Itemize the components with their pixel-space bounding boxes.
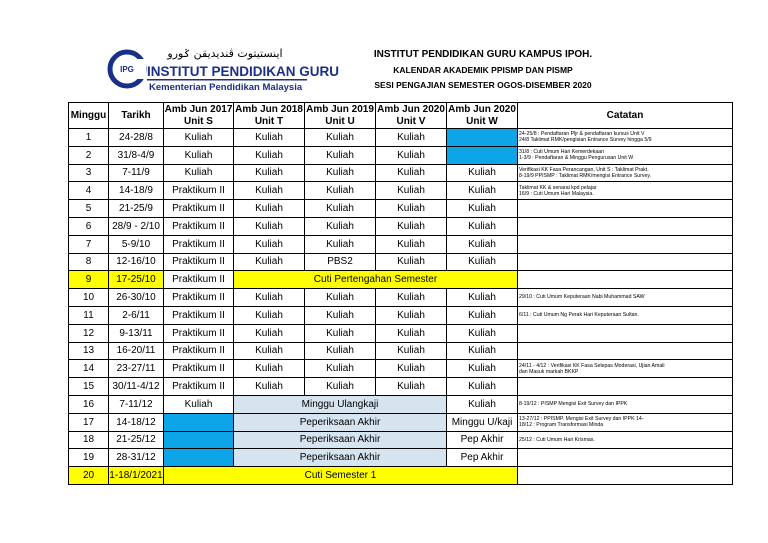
final-exam-cell: Peperiksaan Akhir [234, 449, 447, 467]
notes-cell [518, 235, 733, 253]
unit-s-cell: Praktikum II [164, 235, 234, 253]
unit-u-cell: Kuliah [305, 324, 376, 342]
document-subtitle: KALENDAR AKADEMIK PPISMP DAN PISMP [393, 65, 573, 75]
unit-v-cell: Kuliah [376, 306, 447, 324]
date-cell: 14-18/9 [109, 182, 164, 200]
notes-cell [518, 360, 733, 378]
unit-s-cell: Praktikum II [164, 324, 234, 342]
unit-s-cell: Praktikum II [164, 217, 234, 235]
date-cell: 7-11/12 [109, 395, 164, 413]
unit-v-cell: Kuliah [376, 342, 447, 360]
table-row [69, 467, 733, 485]
header-unit-w-line2: Unit W [466, 115, 498, 127]
note-line: 1-3/9 : Pendaftaran & Minggu Pengurusan Unit W [519, 155, 634, 162]
notes-cell [518, 467, 733, 485]
note-line: 13-27/12 : PPISMP. Mengisi Exit Survey dan IPPK 14- [519, 415, 644, 422]
table-row [69, 360, 733, 378]
header-unit-v-line2: Unit V [396, 115, 426, 127]
unit-u-cell: Kuliah [305, 360, 376, 378]
unit-v-cell: Kuliah [376, 253, 447, 271]
date-cell: 9-13/11 [109, 324, 164, 342]
unit-t-cell: Kuliah [234, 217, 305, 235]
week-number-cell: 9 [69, 271, 109, 289]
header-unit-s-line2: Unit S [184, 115, 213, 127]
notes-cell [518, 413, 733, 431]
unit-s-cell: Praktikum II [164, 253, 234, 271]
header-unit-u-line1: Amb Jun 2019 [306, 103, 374, 115]
week-number-cell: 3 [69, 164, 109, 182]
date-cell: 21-25/9 [109, 200, 164, 218]
header-unit-s-line1: Amb Jun 2017 [164, 103, 233, 115]
table-row [69, 431, 733, 449]
unit-v-cell: Kuliah [376, 360, 447, 378]
unit-v-cell: Kuliah [376, 378, 447, 396]
date-cell: 17-25/10 [109, 271, 164, 289]
logo-sub: Kementerian Pendidikan Malaysia [149, 82, 303, 93]
unit-s-cell: Praktikum II [164, 271, 234, 289]
note-line: 24-25/8 : Pendaftaran Pljr & pendaftaran kursus Unit V [519, 131, 645, 138]
week-number-cell: 13 [69, 342, 109, 360]
ipg-logo [107, 45, 339, 93]
table-row [69, 395, 733, 413]
unit-s-cell: Praktikum II [164, 306, 234, 324]
final-exam-cell: Peperiksaan Akhir [234, 431, 447, 449]
note-line: 6/11 : Cuti Umum Ng Perak Hari Keputeraan Sultan. [519, 312, 639, 319]
unit-u-cell: Kuliah [305, 217, 376, 235]
date-cell: 21-25/12 [109, 431, 164, 449]
date-cell: 23-27/11 [109, 360, 164, 378]
unit-t-cell: Kuliah [234, 324, 305, 342]
table-row [69, 146, 733, 164]
unit-w-cell: Kuliah [447, 324, 518, 342]
date-cell: 14-18/12 [109, 413, 164, 431]
table-row [69, 129, 733, 147]
unit-w-cell: Kuliah [447, 164, 518, 182]
unit-t-cell: Kuliah [234, 253, 305, 271]
unit-v-cell: Kuliah [376, 235, 447, 253]
date-cell: 2-6/11 [109, 306, 164, 324]
table-row [69, 253, 733, 271]
unit-v-cell: Kuliah [376, 200, 447, 218]
date-cell: 24-28/8 [109, 129, 164, 147]
logo-name: INSTITUT PENDIDIKAN GURU [147, 64, 339, 79]
unit-u-cell: Kuliah [305, 289, 376, 307]
exam-marker-cell [164, 431, 234, 449]
notes-cell [518, 200, 733, 218]
unit-t-cell: Kuliah [234, 146, 305, 164]
logo-arabic-text: اينستيتوت ڤنديديقن ݢورو [167, 47, 283, 60]
week-number-cell: 20 [69, 467, 109, 485]
week-number-cell: 5 [69, 200, 109, 218]
note-line: 8-19/9 PPISMP : Taklimat RMK/mengisi Entrance Survey. [519, 172, 652, 179]
date-cell: 31/8-4/9 [109, 146, 164, 164]
exam-marker-cell [164, 413, 234, 431]
note-line: 16/9 : Cuti Umum Hari Malaysia. [519, 190, 594, 197]
table-row [69, 164, 733, 182]
unit-w-cell: Pep Akhir [447, 431, 518, 449]
table-row [69, 449, 733, 467]
table-row [69, 324, 733, 342]
header-minggu: Minggu [69, 103, 109, 129]
unit-w-cell: Kuliah [447, 200, 518, 218]
note-line: 18/12 : Program Transformasi Minda [519, 422, 604, 429]
notes-cell [518, 253, 733, 271]
week-number-cell: 15 [69, 378, 109, 396]
unit-v-cell: Kuliah [376, 129, 447, 147]
revision-week-cell: Minggu Ulangkaji [234, 395, 447, 413]
unit-u-cell: Kuliah [305, 200, 376, 218]
document-title: INSTITUT PENDIDIKAN GURU KAMPUS IPOH. [373, 49, 593, 60]
week-number-cell: 18 [69, 431, 109, 449]
week-number-cell: 6 [69, 217, 109, 235]
note-line: 31/8 : Cuti Umum Hari Kemerdekaan [519, 148, 605, 155]
notes-cell [518, 217, 733, 235]
header-unit-v-line1: Amb Jun 2020 [377, 103, 445, 115]
date-cell: 1-18/1/2021 [109, 467, 164, 485]
unit-u-cell: Kuliah [305, 342, 376, 360]
notes-cell [518, 182, 733, 200]
unit-t-cell: Kuliah [234, 200, 305, 218]
unit-v-cell: Kuliah [376, 289, 447, 307]
unit-t-cell: Kuliah [234, 342, 305, 360]
date-cell: 28/9 - 2/10 [109, 217, 164, 235]
academic-calendar-table [68, 102, 733, 485]
notes-cell [518, 306, 733, 324]
notes-cell [518, 146, 733, 164]
note-line: 29/10 : Cuti Umum Keputeraan Nabi Muhammad SAW [519, 294, 645, 301]
notes-cell [518, 449, 733, 467]
note-line: 24/11 - 4/12 : Verifikasi KK Fasa Selepas Moderasi, Ujian Amali [519, 362, 665, 369]
date-cell: 5-9/10 [109, 235, 164, 253]
notes-cell [518, 129, 733, 147]
unit-v-cell: Kuliah [376, 182, 447, 200]
table-row [69, 182, 733, 200]
unit-t-cell: Kuliah [234, 129, 305, 147]
unit-u-cell: Kuliah [305, 146, 376, 164]
unit-u-cell: Kuliah [305, 182, 376, 200]
unit-w-cell: Kuliah [447, 360, 518, 378]
header-unit-t-line2: Unit T [254, 115, 284, 127]
unit-w-cell: Kuliah [447, 378, 518, 396]
unit-t-cell: Kuliah [234, 289, 305, 307]
note-line: 24/8 Taklimat RMK/pengisian Entrance Survey hingga 5/9 [519, 137, 652, 144]
unit-w-cell [447, 129, 518, 147]
notes-cell [518, 164, 733, 182]
unit-s-cell: Praktikum II [164, 360, 234, 378]
semester-break-cell: Cuti Semester 1 [164, 467, 518, 485]
exam-marker-cell [164, 449, 234, 467]
unit-v-cell: Kuliah [376, 217, 447, 235]
unit-w-cell: Kuliah [447, 253, 518, 271]
table-row [69, 413, 733, 431]
week-number-cell: 14 [69, 360, 109, 378]
unit-t-cell: Kuliah [234, 360, 305, 378]
unit-u-cell: Kuliah [305, 164, 376, 182]
notes-cell [518, 395, 733, 413]
header-unit-u-line2: Unit U [325, 115, 355, 127]
unit-s-cell: Praktikum II [164, 182, 234, 200]
week-number-cell: 10 [69, 289, 109, 307]
unit-v-cell: Kuliah [376, 146, 447, 164]
final-exam-cell: Peperiksaan Akhir [234, 413, 447, 431]
header-unit-t-line1: Amb Jun 2018 [235, 103, 303, 115]
header-unit-s [164, 103, 234, 129]
note-line: Taklimat KK & senarai kpd pelajar [519, 184, 597, 191]
table-row [69, 342, 733, 360]
unit-v-cell: Kuliah [376, 324, 447, 342]
unit-t-cell: Kuliah [234, 164, 305, 182]
header-unit-t [234, 103, 305, 129]
week-number-cell: 12 [69, 324, 109, 342]
notes-cell [518, 431, 733, 449]
notes-cell [518, 342, 733, 360]
notes-cell [518, 324, 733, 342]
week-number-cell: 4 [69, 182, 109, 200]
unit-u-cell: PBS2 [305, 253, 376, 271]
week-number-cell: 8 [69, 253, 109, 271]
unit-u-cell: Kuliah [305, 129, 376, 147]
unit-s-cell: Praktikum II [164, 378, 234, 396]
notes-cell [518, 378, 733, 396]
date-cell: 26-30/10 [109, 289, 164, 307]
unit-w-cell: Kuliah [447, 306, 518, 324]
table-row [69, 271, 733, 289]
table-row [69, 200, 733, 218]
unit-u-cell: Kuliah [305, 378, 376, 396]
unit-t-cell: Kuliah [234, 378, 305, 396]
date-cell: 30/11-4/12 [109, 378, 164, 396]
week-number-cell: 19 [69, 449, 109, 467]
session-title: SESI PENGAJIAN SEMESTER OGOS-DISEMBER 2020 [374, 80, 592, 90]
unit-w-cell: Pep Akhir [447, 449, 518, 467]
unit-s-cell: Kuliah [164, 164, 234, 182]
unit-s-cell: Kuliah [164, 146, 234, 164]
note-line: 25/12 : Cuti Umum Hari Krismas. [519, 436, 595, 443]
unit-s-cell: Kuliah [164, 395, 234, 413]
unit-s-cell: Praktikum II [164, 200, 234, 218]
unit-v-cell: Kuliah [376, 164, 447, 182]
header-tarikh: Tarikh [109, 103, 164, 129]
mid-semester-break-cell: Cuti Pertengahan Semester [234, 271, 518, 289]
date-cell: 7-11/9 [109, 164, 164, 182]
unit-w-cell: Minggu U/kaji [447, 413, 518, 431]
table-row [69, 378, 733, 396]
calendar-rows [69, 129, 733, 485]
table-row [69, 306, 733, 324]
header-catatan: Catatan [518, 103, 733, 129]
unit-w-cell: Kuliah [447, 395, 518, 413]
unit-t-cell: Kuliah [234, 235, 305, 253]
note-line: dan Masuk markah BKKP [519, 368, 579, 375]
week-number-cell: 7 [69, 235, 109, 253]
notes-cell [518, 289, 733, 307]
unit-u-cell: Kuliah [305, 306, 376, 324]
unit-w-cell: Kuliah [447, 217, 518, 235]
unit-w-cell: Kuliah [447, 182, 518, 200]
header-unit-w [447, 103, 518, 129]
unit-s-cell: Praktikum II [164, 289, 234, 307]
date-cell: 16-20/11 [109, 342, 164, 360]
header-unit-u [305, 103, 376, 129]
header-unit-v [376, 103, 447, 129]
week-number-cell: 1 [69, 129, 109, 147]
week-number-cell: 17 [69, 413, 109, 431]
week-number-cell: 11 [69, 306, 109, 324]
week-number-cell: 16 [69, 395, 109, 413]
logo-badge: IPG [120, 65, 134, 74]
table-row [69, 217, 733, 235]
date-cell: 12-16/10 [109, 253, 164, 271]
table-row [69, 289, 733, 307]
note-line: 8-19/12 : PISMP Mengisi Exit Survey dan IPPK [519, 401, 628, 408]
unit-u-cell: Kuliah [305, 235, 376, 253]
unit-w-cell [447, 146, 518, 164]
unit-t-cell: Kuliah [234, 182, 305, 200]
table-header-row [69, 103, 733, 129]
unit-t-cell: Kuliah [234, 306, 305, 324]
unit-w-cell: Kuliah [447, 289, 518, 307]
unit-w-cell: Kuliah [447, 235, 518, 253]
notes-cell [518, 271, 733, 289]
unit-w-cell: Kuliah [447, 342, 518, 360]
unit-s-cell: Kuliah [164, 129, 234, 147]
header-unit-w-line1: Amb Jun 2020 [448, 103, 516, 115]
unit-s-cell: Praktikum II [164, 342, 234, 360]
date-cell: 28-31/12 [109, 449, 164, 467]
note-line: Verifikasi KK Fasa Perancangan, Unit S : Taklimat Prakt. [519, 166, 649, 173]
table-row [69, 235, 733, 253]
week-number-cell: 2 [69, 146, 109, 164]
